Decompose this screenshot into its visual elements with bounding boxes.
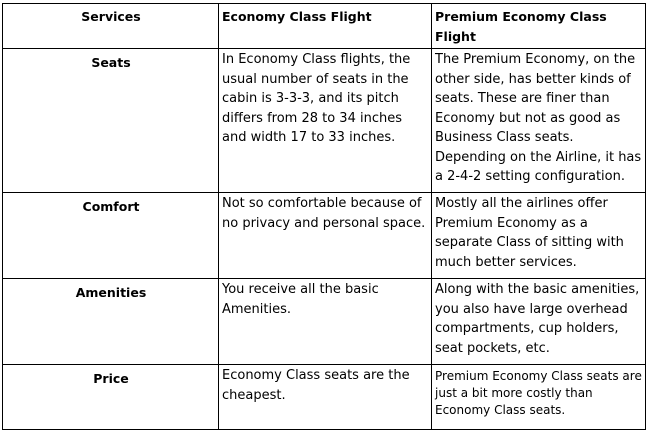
header-row: [3, 4, 646, 49]
comparison-table: [2, 3, 646, 430]
economy-cell: Economy Class seats are the cheapest.: [219, 365, 432, 430]
table-row: [3, 193, 646, 279]
header-services: Services: [3, 4, 219, 49]
table-row: [3, 365, 646, 430]
premium-cell: Premium Economy Class seats are just a bit more costly than Economy Class seats.: [432, 365, 646, 430]
economy-cell: In Economy Class flights, the usual number of seats in the cabin is 3-3-3, and its pitch differs from 28 to 34 inches and width 17 to 33 inches.: [219, 49, 432, 193]
economy-cell: Not so comfortable because of no privacy and personal space.: [219, 193, 432, 279]
row-service-label: Amenities: [3, 279, 219, 365]
row-service-label: Comfort: [3, 193, 219, 279]
row-service-label: Seats: [3, 49, 219, 193]
economy-cell: You receive all the basic Amenities.: [219, 279, 432, 365]
row-service-label: Price: [3, 365, 219, 430]
table-row: [3, 49, 646, 193]
premium-cell: Along with the basic amenities, you also have large overhead compartments, cup holders, seat pockets, etc.: [432, 279, 646, 365]
header-premium-economy: Premium Economy Class Flight: [432, 4, 646, 49]
premium-cell: Mostly all the airlines offer Premium Economy as a separate Class of sitting with much better services.: [432, 193, 646, 279]
premium-cell: The Premium Economy, on the other side, has better kinds of seats. These are finer than Economy but not as good as Business Class seats. Depending on the Airline, it has a 2-4-2 setting configuration.: [432, 49, 646, 193]
table-row: [3, 279, 646, 365]
header-economy: Economy Class Flight: [219, 4, 432, 49]
